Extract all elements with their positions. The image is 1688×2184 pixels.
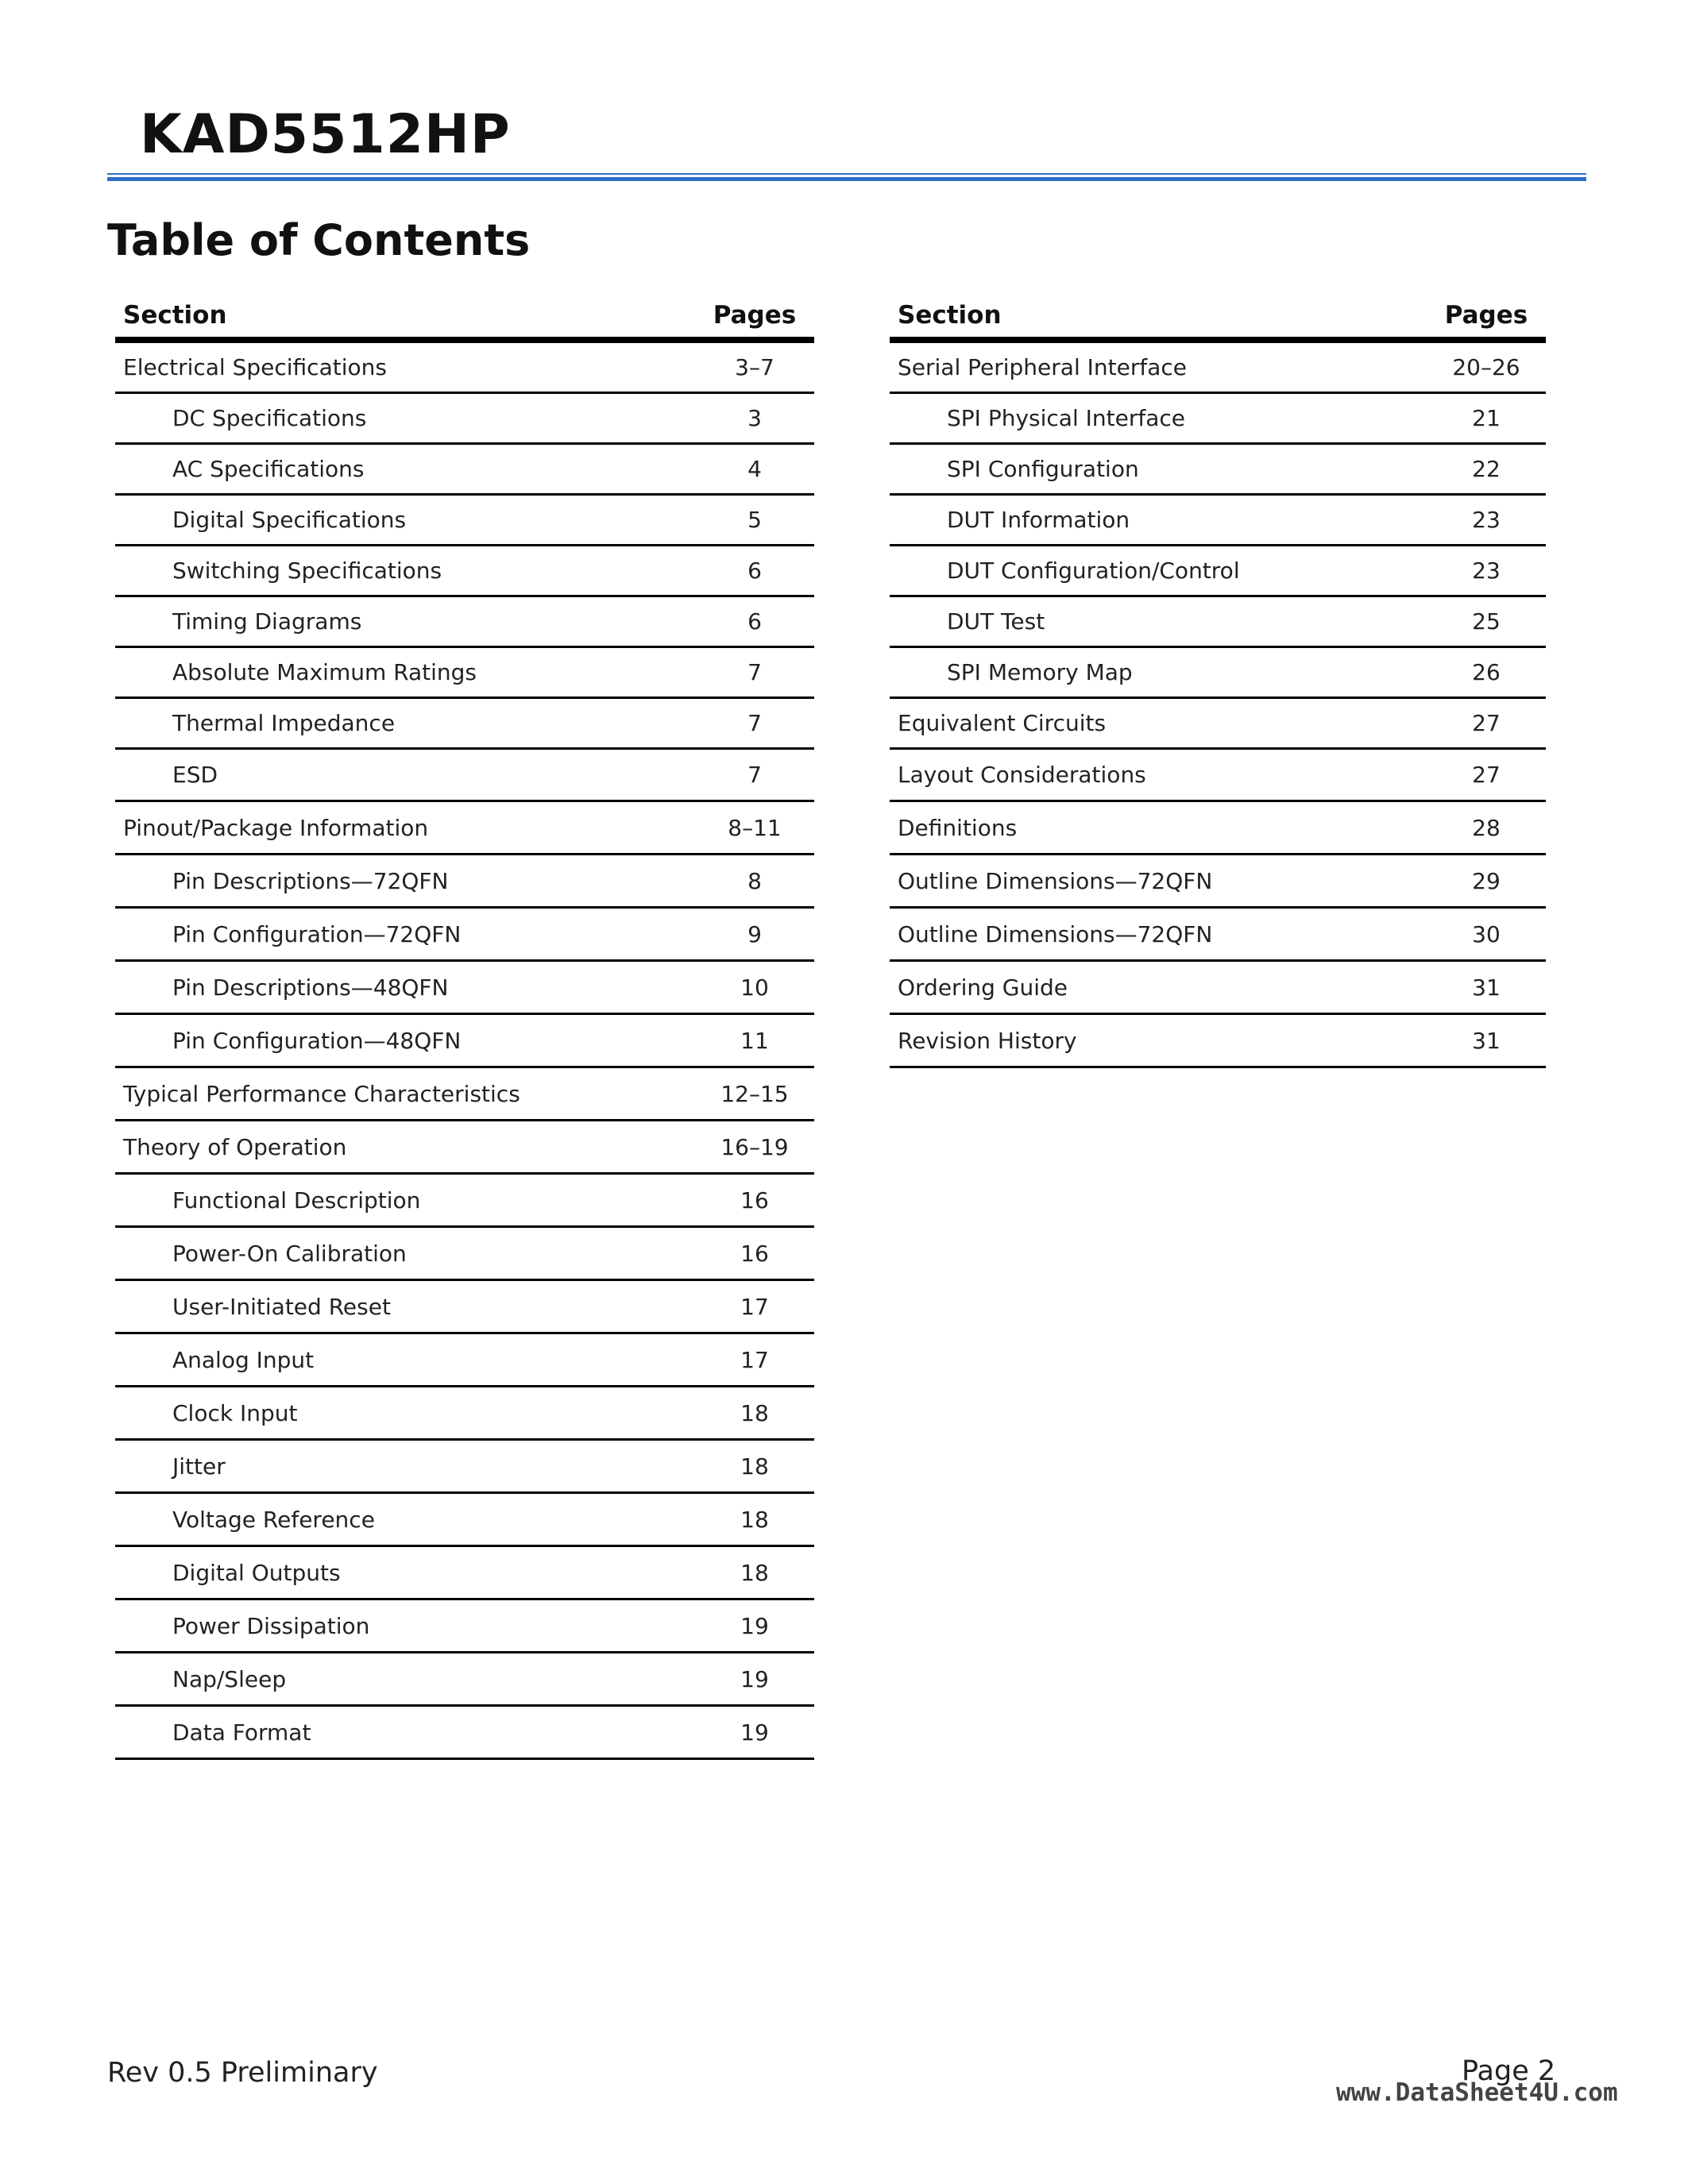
toc-heading: Table of Contents xyxy=(107,215,531,265)
toc-entry-label: Analog Input xyxy=(172,1346,315,1373)
toc-entry[interactable] xyxy=(890,909,1546,962)
toc-entry-page: 8 xyxy=(747,867,762,894)
toc-entry[interactable] xyxy=(890,1015,1546,1068)
toc-entry-page: 19 xyxy=(740,1719,769,1746)
toc-entry-label: Absolute Maximum Ratings xyxy=(172,659,477,685)
toc-entry-label: SPI Configuration xyxy=(947,456,1139,482)
footer-page-number: Page 2 xyxy=(1462,2055,1556,2087)
toc-entry-label: Revision History xyxy=(898,1027,1077,1054)
toc-entry-page: 18 xyxy=(740,1399,769,1426)
toc-entry-page: 17 xyxy=(740,1346,769,1373)
toc-entry[interactable] xyxy=(890,546,1546,597)
toc-entry-page: 18 xyxy=(740,1559,769,1586)
footer-revision: Rev 0.5 Preliminary xyxy=(107,2057,378,2089)
document-title: KAD5512HP xyxy=(140,103,511,166)
toc-entry-label: Pin Descriptions—48QFN xyxy=(172,974,449,1001)
toc-entry-page: 17 xyxy=(740,1293,769,1320)
toc-rows-right xyxy=(890,343,1546,1068)
toc-entry-label: Serial Peripheral Interface xyxy=(898,354,1187,380)
toc-entry-label: Pinout/Package Information xyxy=(123,814,429,841)
toc-entry-page: 6 xyxy=(747,558,762,584)
toc-entry[interactable] xyxy=(115,1707,814,1760)
toc-entry[interactable] xyxy=(115,496,814,546)
toc-entry-page: 31 xyxy=(1472,1027,1501,1054)
toc-entry[interactable] xyxy=(115,1494,814,1547)
pages-header: Pages xyxy=(713,301,797,330)
toc-entry-label: Power-On Calibration xyxy=(172,1240,407,1267)
toc-entry-label: Thermal Impedance xyxy=(172,710,396,736)
header-rule-gap xyxy=(107,175,1586,177)
toc-entry-label: Ordering Guide xyxy=(898,974,1068,1001)
toc-entry-page: 16 xyxy=(740,1187,769,1214)
toc-entry-page: 29 xyxy=(1472,867,1501,894)
toc-entry-page: 12–15 xyxy=(720,1080,789,1107)
toc-entry-page: 10 xyxy=(740,974,769,1001)
footer-watermark: www.DataSheet4U.com xyxy=(1336,2078,1618,2107)
toc-entry-label: Functional Description xyxy=(172,1187,421,1214)
toc-entry-page: 16–19 xyxy=(720,1133,789,1160)
toc-entry-page: 22 xyxy=(1472,456,1501,482)
toc-entry[interactable] xyxy=(115,445,814,496)
toc-entry-page: 30 xyxy=(1472,920,1501,947)
toc-entry-page: 3–7 xyxy=(735,354,774,380)
toc-entry[interactable] xyxy=(115,1547,814,1600)
toc-entry[interactable] xyxy=(115,699,814,750)
toc-entry[interactable] xyxy=(115,597,814,648)
toc-entry-label: DC Specifications xyxy=(172,405,367,431)
toc-entry-page: 7 xyxy=(747,659,762,685)
toc-entry-label: SPI Memory Map xyxy=(947,659,1133,685)
toc-entry-label: Outline Dimensions—72QFN xyxy=(898,920,1213,947)
toc-entry-page: 7 xyxy=(747,710,762,736)
toc-entry[interactable] xyxy=(890,802,1546,855)
toc-entry[interactable] xyxy=(115,1121,814,1175)
toc-column-header xyxy=(890,294,1546,343)
toc-rows-left xyxy=(115,343,814,1760)
toc-entry[interactable] xyxy=(115,1281,814,1334)
toc-column-header xyxy=(115,294,814,343)
toc-entry-label: Definitions xyxy=(898,814,1018,841)
toc-entry-label: Pin Configuration—72QFN xyxy=(172,920,462,947)
toc-entry[interactable] xyxy=(890,496,1546,546)
toc-entry-page: 19 xyxy=(740,1612,769,1639)
toc-entry[interactable] xyxy=(115,962,814,1015)
toc-entry-page: 26 xyxy=(1472,659,1501,685)
toc-entry[interactable] xyxy=(115,1653,814,1707)
toc-entry-page: 6 xyxy=(747,608,762,635)
toc-entry[interactable] xyxy=(115,343,814,394)
toc-entry-label: Pin Configuration—48QFN xyxy=(172,1027,462,1054)
toc-entry-page: 4 xyxy=(747,456,762,482)
toc-entry-label: Power Dissipation xyxy=(172,1612,370,1639)
toc-entry-label: Digital Outputs xyxy=(172,1559,341,1586)
toc-entry[interactable] xyxy=(890,597,1546,648)
toc-entry-label: Equivalent Circuits xyxy=(898,710,1107,736)
toc-entry-page: 27 xyxy=(1472,710,1501,736)
toc-entry-page: 27 xyxy=(1472,762,1501,788)
toc-entry-label: Jitter xyxy=(172,1453,226,1480)
toc-entry-label: User-Initiated Reset xyxy=(172,1293,391,1320)
toc-entry-page: 18 xyxy=(740,1506,769,1533)
toc-entry-label: Digital Specifications xyxy=(172,507,407,533)
toc-entry[interactable] xyxy=(115,802,814,855)
toc-entry[interactable] xyxy=(890,648,1546,699)
toc-column-right xyxy=(890,294,1546,1068)
toc-entry[interactable] xyxy=(115,1015,814,1068)
toc-entry-page: 28 xyxy=(1472,814,1501,841)
toc-entry-label: ESD xyxy=(172,762,218,788)
toc-entry-label: DUT Configuration/Control xyxy=(947,558,1240,584)
toc-entry-label: Pin Descriptions—72QFN xyxy=(172,867,449,894)
toc-entry-label: DUT Information xyxy=(947,507,1130,533)
toc-entry[interactable] xyxy=(115,1387,814,1441)
toc-entry-page: 16 xyxy=(740,1240,769,1267)
pages-header: Pages xyxy=(1444,301,1528,330)
toc-entry-label: Outline Dimensions—72QFN xyxy=(898,867,1213,894)
toc-entry-page: 20–26 xyxy=(1452,354,1520,380)
toc-entry-page: 19 xyxy=(740,1665,769,1692)
toc-column-left xyxy=(115,294,814,1760)
toc-entry-label: Nap/Sleep xyxy=(172,1665,287,1692)
toc-entry[interactable] xyxy=(890,343,1546,394)
toc-entry-page: 3 xyxy=(747,405,762,431)
toc-entry[interactable] xyxy=(890,394,1546,445)
toc-entry[interactable] xyxy=(890,750,1546,802)
toc-entry-page: 8–11 xyxy=(728,814,782,841)
toc-entry[interactable] xyxy=(890,962,1546,1015)
toc-entry-page: 7 xyxy=(747,762,762,788)
toc-entry-label: Data Format xyxy=(172,1719,311,1746)
toc-entry-page: 31 xyxy=(1472,974,1501,1001)
toc-entry[interactable] xyxy=(890,855,1546,909)
toc-entry-page: 23 xyxy=(1472,507,1501,533)
toc-entry-page: 23 xyxy=(1472,558,1501,584)
toc-entry[interactable] xyxy=(890,445,1546,496)
toc-entry-label: Layout Considerations xyxy=(898,762,1146,788)
toc-entry-page: 5 xyxy=(747,507,762,533)
toc-entry-page: 25 xyxy=(1472,608,1501,635)
toc-entry-page: 18 xyxy=(740,1453,769,1480)
toc-entry-page: 9 xyxy=(747,920,762,947)
toc-entry[interactable] xyxy=(115,909,814,962)
toc-entry-label: Typical Performance Characteristics xyxy=(123,1080,520,1107)
section-header: Section xyxy=(123,301,227,330)
toc-entry[interactable] xyxy=(890,699,1546,750)
toc-entry-label: DUT Test xyxy=(947,608,1045,635)
toc-entry-page: 11 xyxy=(740,1027,769,1054)
toc-entry-page: 21 xyxy=(1472,405,1501,431)
toc-entry[interactable] xyxy=(115,1068,814,1121)
toc-entry-label: Clock Input xyxy=(172,1399,298,1426)
toc-entry[interactable] xyxy=(115,1441,814,1494)
toc-entry[interactable] xyxy=(115,750,814,802)
toc-entry-label: Theory of Operation xyxy=(123,1133,347,1160)
toc-entry-label: SPI Physical Interface xyxy=(947,405,1185,431)
toc-entry[interactable] xyxy=(115,855,814,909)
toc-entry[interactable] xyxy=(115,546,814,597)
toc-entry[interactable] xyxy=(115,1175,814,1228)
section-header: Section xyxy=(898,301,1002,330)
toc-entry-label: Voltage Reference xyxy=(172,1506,375,1533)
toc-entry-label: Timing Diagrams xyxy=(172,608,362,635)
toc-entry[interactable] xyxy=(115,394,814,445)
toc-entry[interactable] xyxy=(115,1600,814,1653)
toc-entry-label: Switching Specifications xyxy=(172,558,442,584)
toc-entry[interactable] xyxy=(115,648,814,699)
toc-entry-label: AC Specifications xyxy=(172,456,365,482)
toc-entry[interactable] xyxy=(115,1228,814,1281)
toc-entry[interactable] xyxy=(115,1334,814,1387)
toc-entry-label: Electrical Specifications xyxy=(123,354,387,380)
